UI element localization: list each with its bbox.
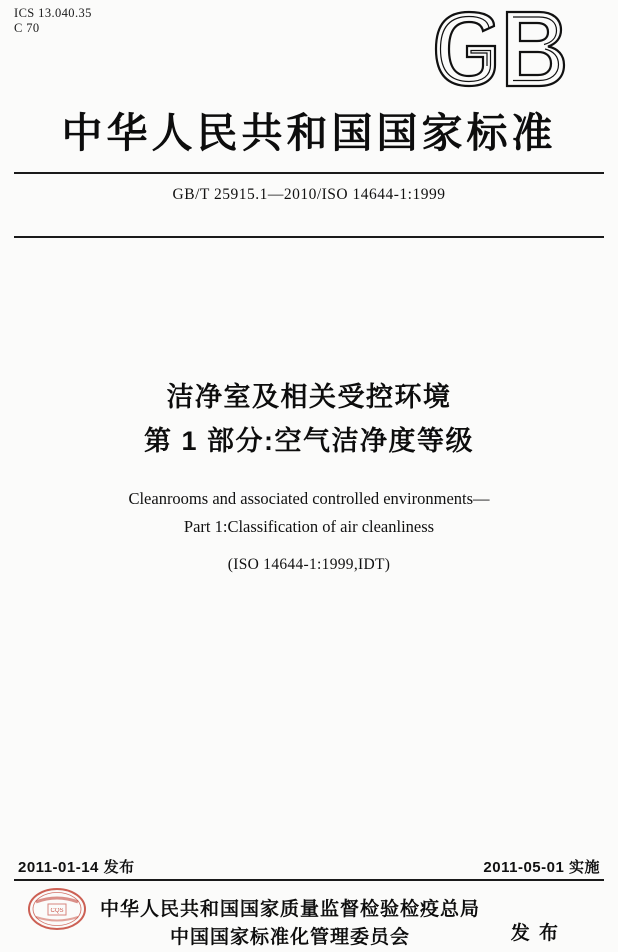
effective-date: 2011-05-01 实施 — [483, 859, 600, 876]
official-seal-icon — [26, 884, 88, 934]
title-chinese-line2: 第 1 部分:空气洁净度等级 — [143, 426, 474, 456]
title-english-line2: Part 1:Classification of air cleanliness — [183, 517, 435, 536]
title-chinese-line1: 洁净室及相关受控环境 — [166, 382, 452, 412]
standard-number: GB/T 25915.1—2010/ISO 14644-1:1999 — [172, 186, 446, 203]
issuer-line-1: 中华人民共和国国家质量监督检验检疫总局 — [99, 899, 480, 920]
issuer-line-2: 中国国家标准化管理委员会 — [169, 927, 410, 948]
ics-classification-block — [14, 6, 92, 36]
ics-code: ICS 13.040.35 — [14, 6, 92, 20]
ccs-code: C 70 — [14, 21, 40, 35]
page-title: 中华人民共和国国家标准 — [61, 110, 557, 156]
gb-logo — [431, 10, 576, 88]
title-english-line1: Cleanrooms and associated controlled environments— — [128, 489, 490, 508]
divider-footer — [14, 879, 604, 881]
svg-text:CQS: CQS — [50, 908, 64, 914]
issuing-authorities — [80, 896, 500, 952]
divider-top — [14, 172, 604, 174]
iso-equivalence-note: (ISO 14644-1:1999,IDT) — [227, 556, 391, 573]
title-english — [0, 485, 618, 541]
divider-bottom — [14, 236, 604, 238]
title-chinese — [0, 375, 618, 463]
publish-label: 发 布 — [510, 923, 560, 944]
issue-date: 2011-01-14 发布 — [18, 859, 135, 876]
